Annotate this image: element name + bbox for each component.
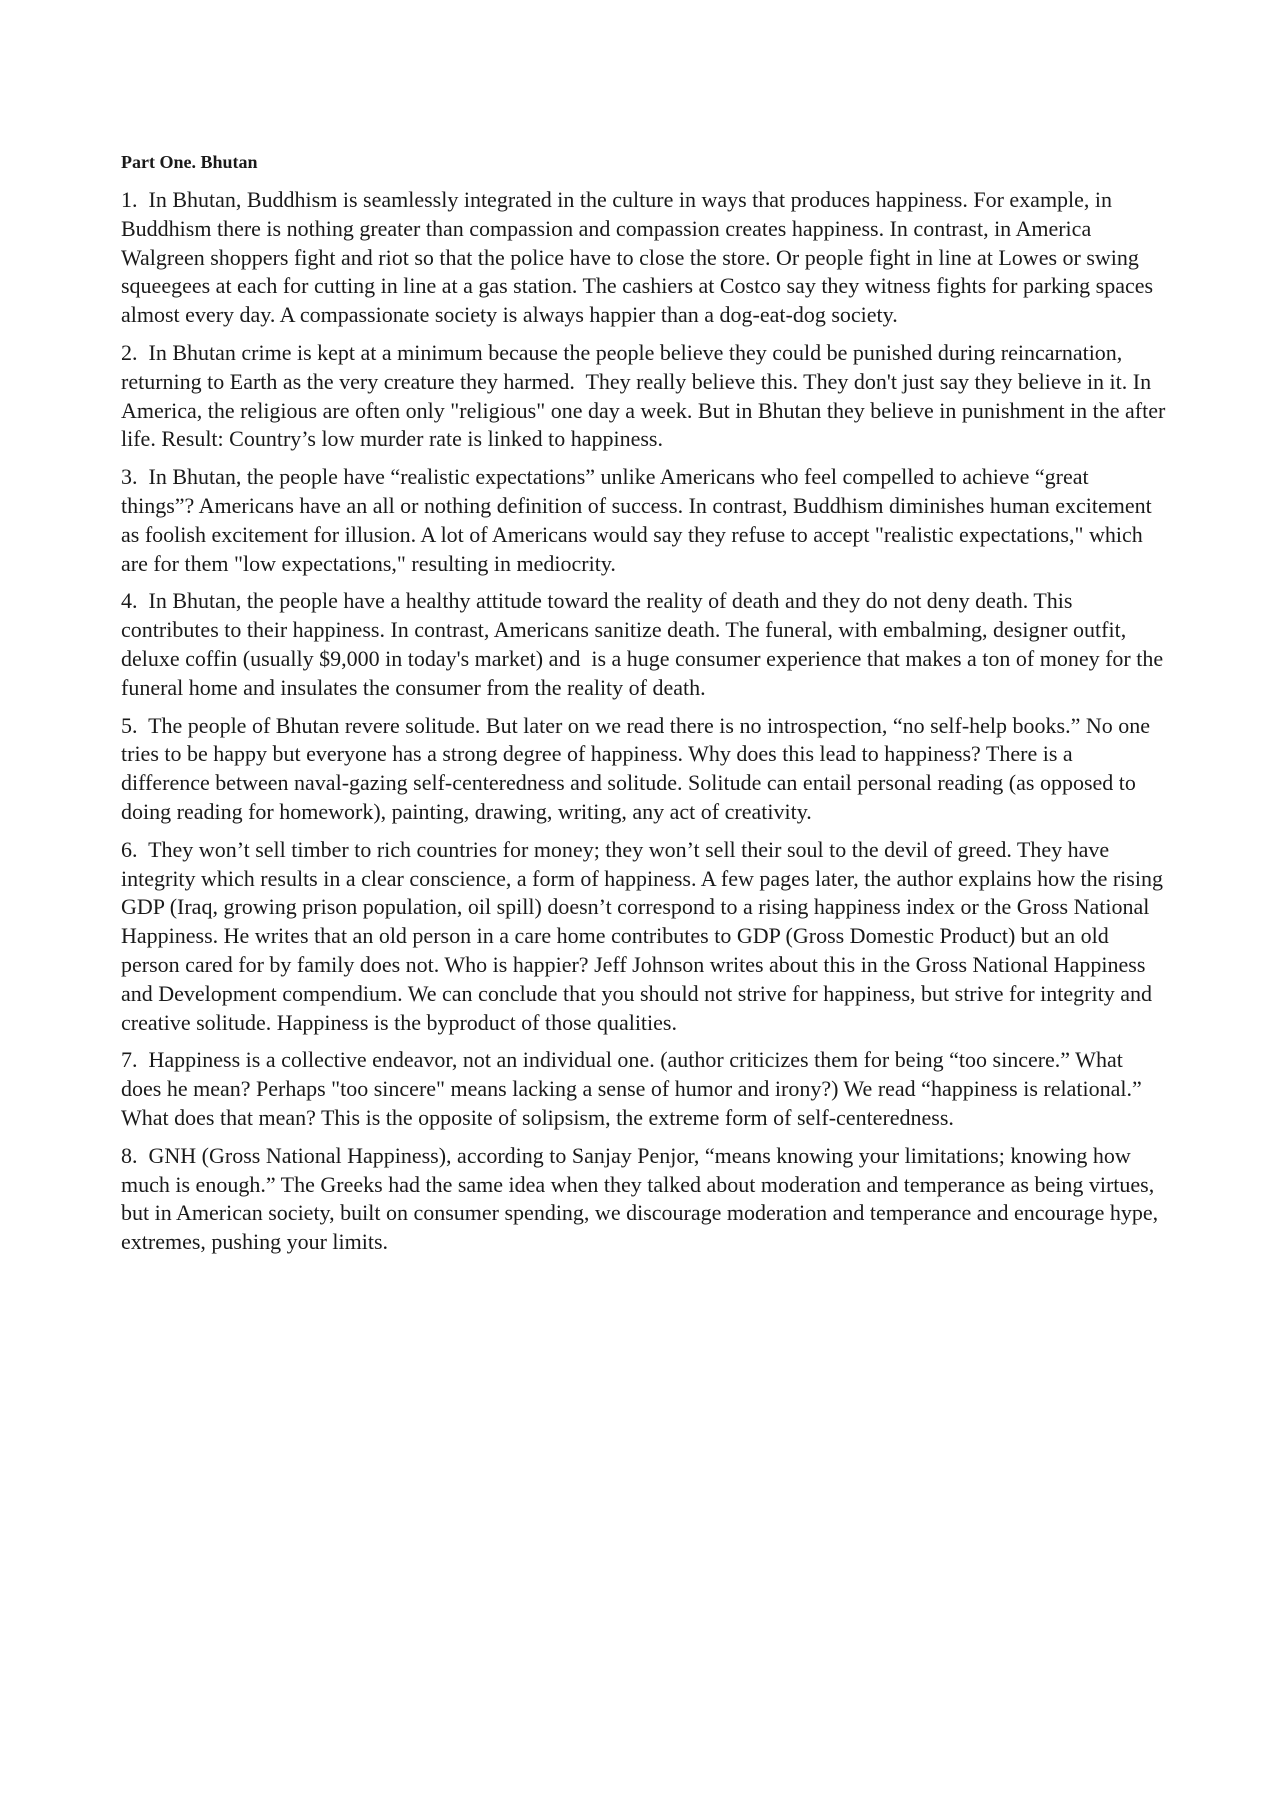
paragraph-2: 2. In Bhutan crime is kept at a minimum because the people believe they could be punished during reincarnation, returning to Earth as the very creature they harmed. They really believe this. They don't just say they believe in it. In America, the religious are often only "religious" one day a week. But in Bhutan they believe in punishment in the after life. Result: Country’s low murder rate is linked to happiness. [121,339,1171,452]
section-heading: Part One. Bhutan [121,152,258,172]
paragraph-5: 5. The people of Bhutan revere solitude. But later on we read there is no introspection, “no self-help books.” No one tries to be happy but everyone has a strong degree of happiness. Why does this lead to happiness? There is a difference between naval-gazing self-centeredness and solitude. Solitude can entail personal reading (as opposed to doing reading for homework), painting, drawing, writing, any act of creativity. [121,712,1156,824]
paragraph-1: 1. In Bhutan, Buddhism is seamlessly integrated in the culture in ways that produces happiness. For example, in Buddhism there is nothing greater than compassion and compassion creates happiness. In contrast, in America Walgreen shoppers fight and riot so that the police have to close the store. Or people fight in line at Lowes or swing squeegees at each for cutting in line at a gas station. The cashiers at Costco say they witness fights for parking spaces almost every day. A compassionate society is always happier than a dog-eat-dog society. [121,187,1159,328]
paragraph-3: 3. In Bhutan, the people have “realistic expectations” unlike Americans who feel compelled to achieve “great things”? Americans have an all or nothing definition of success. In contrast, Buddhism diminishes human excitement as foolish excitement for illusion. A lot of Americans would say they refuse to accept "realistic expectations," which are for them "low expectations," resulting in mediocrity. [121,464,1158,576]
paragraph-8: 8. GNH (Gross National Happiness), according to Sanjay Penjor, “means knowing your limitations; knowing how much is enough.” The Greeks had the same idea when they talked about moderation and temperance as being virtues, but in American society, built on consumer spending, we discourage moderation and temperance and encourage hype, extremes, pushing your limits. [121,1142,1164,1255]
paragraph-4: 4. In Bhutan, the people have a healthy attitude toward the reality of death and they do not deny death. This contributes to their happiness. In contrast, Americans sanitize death. The funeral, with embalming, designer outfit, deluxe coffin (usually $9,000 in today's market) and is a huge consumer experience that makes a ton of money for the funeral home and insulates the consumer from the reality of death. [121,588,1169,700]
paragraph-7: 7. Happiness is a collective endeavor, not an individual one. (author criticizes them for being “too sincere.” What does he mean? Perhaps "too sincere" means lacking a sense of humor and irony?) We read “happiness is relational.” What does that mean? This is the opposite of solipsism, the extreme form of self-centeredness. [121,1047,1147,1130]
document-body [121,150,1171,1266]
paragraph-6: 6. They won’t sell timber to rich countries for money; they won’t sell their soul to the devil of greed. They have integrity which results in a clear conscience, a form of happiness. A few pages later, the author explains how the rising GDP (Iraq, growing prison population, oil spill) doesn’t correspond to a rising happiness index or the Gross National Happiness. He writes that an old person in a care home contributes to GDP (Gross Domestic Product) but an old person cared for by family does not. Who is happier? Jeff Johnson writes about this in the Gross National Happiness and Development compendium. We can conclude that you should not strive for happiness, but strive for integrity and creative solitude. Happiness is the byproduct of those qualities. [121,836,1169,1035]
